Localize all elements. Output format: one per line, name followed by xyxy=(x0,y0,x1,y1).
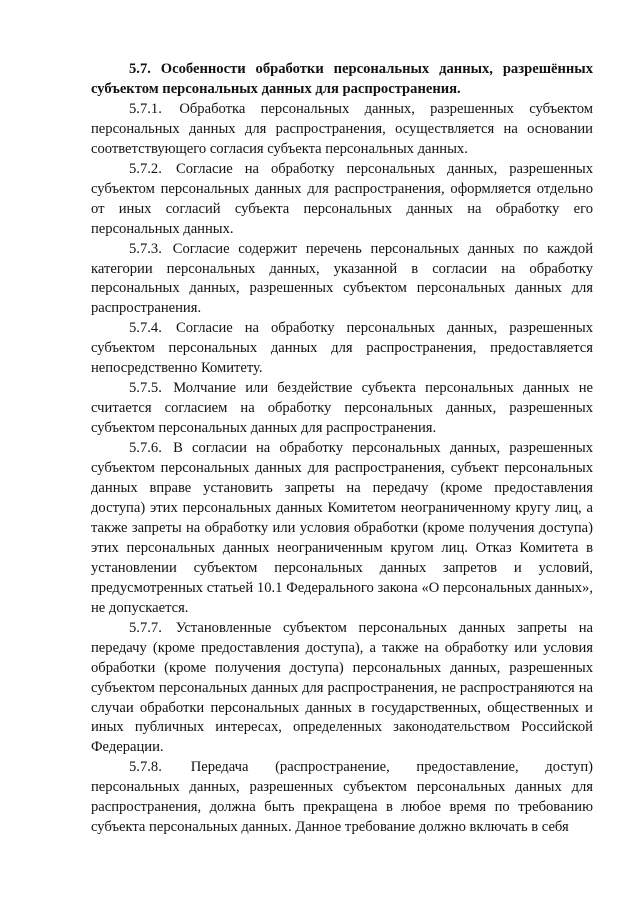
paragraph-number: 5.7.2. xyxy=(129,160,162,177)
paragraph-5-7-4 xyxy=(91,319,593,379)
paragraph-text: Установленные субъектом персональных данных запреты на передачу (кроме предоставления доступа), а также на обработку или условия обработки (кроме получения доступа) персональных данных, разрешенных субъектом персональных данных для распространения, не распространяются на случаи обработки персональных данных в государственных, общественных и иных публичных интересах, определенных законодательством Российской Федерации. xyxy=(91,619,593,756)
paragraph-number: 5.7.8. xyxy=(129,759,162,776)
paragraph-number: 5.7.5. xyxy=(129,380,162,397)
paragraph-text: Передача (распространение, предоставление, доступ) персональных данных, разрешенных субъектом персональных данных для распространения, должна быть прекращена в любое время по требованию субъекта персональных данных. Данное требование должно включать в себя xyxy=(91,759,593,836)
paragraph-5-7-8 xyxy=(91,758,593,838)
paragraph-text: В согласии на обработку персональных данных, разрешенных субъектом персональных данных для распространения, субъект персональных данных вправе установить запреты на передачу (кроме предоставления доступа) этих персональных данных Комитетом неограниченному кругу лиц, а также запреты на обработку или условия обработки (кроме получения доступа) этих персональных данных неограниченным кругом лиц. Отказ Комитета в установлении субъектом персональных данных запретов и условий, предусмотренных статьей 10.1 Федерального закона «О персональных данных», не допускается. xyxy=(91,440,593,616)
paragraph-number: 5.7.1. xyxy=(129,100,162,117)
document-body xyxy=(91,60,593,838)
paragraph-text: Согласие на обработку персональных данных, разрешенных субъектом персональных данных для распространения, предоставляется непосредственно Комитету. xyxy=(91,320,594,377)
paragraph-5-7-3 xyxy=(91,240,593,320)
paragraph-number: 5.7.6. xyxy=(129,440,162,457)
paragraph-5-7-2 xyxy=(91,160,593,240)
paragraph-text: Молчание или бездействие субъекта персональных данных не считается согласием на обработку персональных данных, разрешенных субъектом персональных данных для распространения. xyxy=(91,380,593,437)
paragraph-5-7-7 xyxy=(91,619,593,759)
section-heading: 5.7. Особенности обработки персональных данных, разрешённых субъектом персональных данных для распространения. xyxy=(91,61,593,97)
paragraph-number: 5.7.4. xyxy=(129,320,162,337)
paragraph-text: Обработка персональных данных, разрешенных субъектом персональных данных для распространения, осуществляется на основании соответствующего согласия субъекта персональных данных. xyxy=(91,100,594,157)
paragraph-text: Согласие содержит перечень персональных данных по каждой категории персональных данных, указанной в согласии на обработку персональных данных, разрешенных субъектом персональных данных для распространения. xyxy=(91,240,594,317)
paragraph-5-7-6 xyxy=(91,439,593,619)
paragraph-text: Согласие на обработку персональных данных, разрешенных субъектом персональных данных для распространения, оформляется отдельно от иных согласий субъекта персональных данных на обработку его персональных данных. xyxy=(91,160,594,237)
paragraph-5-7-1 xyxy=(91,100,593,160)
paragraph-5-7-5 xyxy=(91,379,593,439)
paragraph-number: 5.7.7. xyxy=(129,619,162,636)
paragraph-number: 5.7.3. xyxy=(129,240,162,257)
